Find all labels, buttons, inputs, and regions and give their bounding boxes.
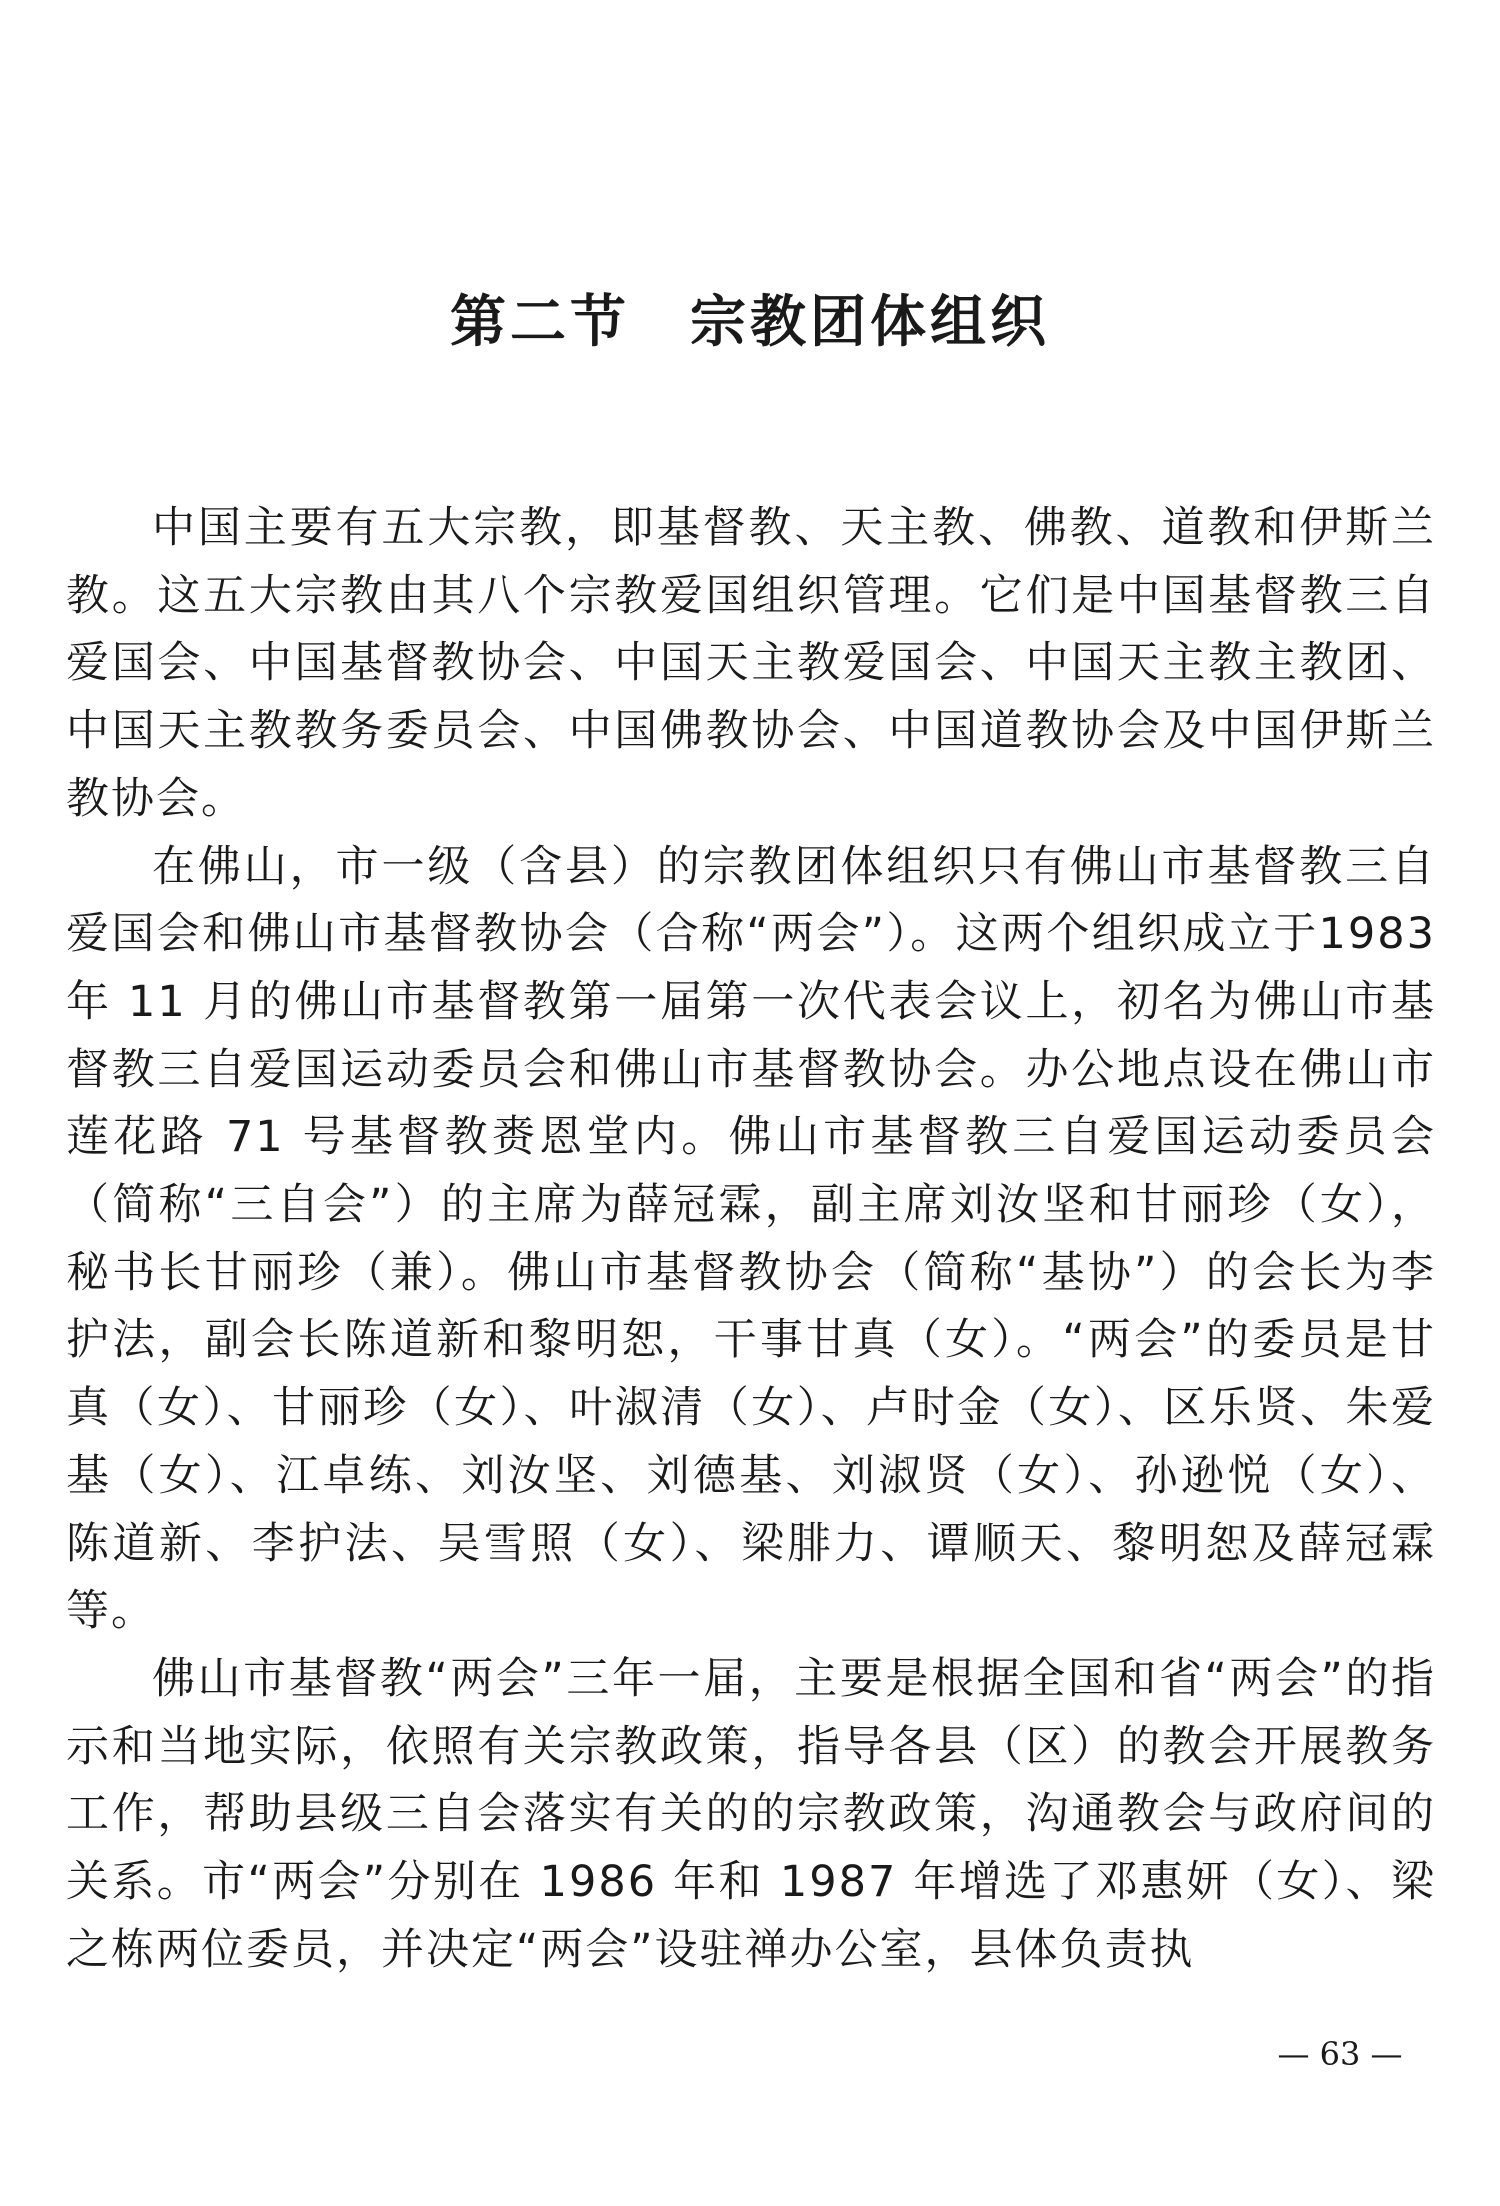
paragraph-3: 佛山市基督教“两会”三年一届，主要是根据全国和省“两会”的指示和当地实际，依照有关宗教政策，指导各县（区）的教会开展教务工作，帮助县级三自会落实有关的的宗教政策，沟通教会与政府间的关系。市“两会”分别在 1986 年和 1987 年增选了邓惠妍（女）、梁之栋两位委员，并决定“两会”设驻禅办公室，县体负责执 xyxy=(66,1653,1436,1975)
section-title: 第二节 宗教团体组织 xyxy=(450,289,1050,355)
paragraph-1: 中国主要有五大宗教，即基督教、天主教、佛教、道教和伊斯兰教。这五大宗教由其八个宗教爱国组织管理。它们是中国基督教三自爱国会、中国基督教协会、中国天主教爱国会、中国天主教主教团、中国天主教教务委员会、中国佛教协会、中国道教协会及中国伊斯兰教协会。 xyxy=(66,503,1436,824)
body-text xyxy=(66,495,1436,1984)
page-number: — 63 — xyxy=(1277,2035,1403,2073)
paragraph-2: 在佛山，市一级（含县）的宗教团体组织只有佛山市基督教三自爱国会和佛山市基督教协会（合称“两会”）。这两个组织成立于1983 年 11 月的佛山市基督教第一届第一次代表会议上，初名为佛山市基督教三自爱国运动委员会和佛山市基督教协会。办公地点设在佛山市莲花路 71 号基督教赉恩堂内。佛山市基督教三自爱国运动委员会（简称“三自会”）的主席为薛冠霖，副主席刘汝坚和甘丽珍（女），秘书长甘丽珍（兼）。佛山市基督教协会（简称“基协”）的会长为李护法，副会长陈道新和黎明恕，干事甘真（女）。“两会”的委员是甘真（女）、甘丽珍（女）、叶淑清（女）、卢时金（女）、区乐贤、朱爱基（女）、江卓练、刘汝坚、刘德基、刘淑贤（女）、孙逊悦（女）、陈道新、李护法、吴雪照（女）、梁腓力、谭顺天、黎明恕及薛冠霖等。 xyxy=(66,841,1436,1637)
